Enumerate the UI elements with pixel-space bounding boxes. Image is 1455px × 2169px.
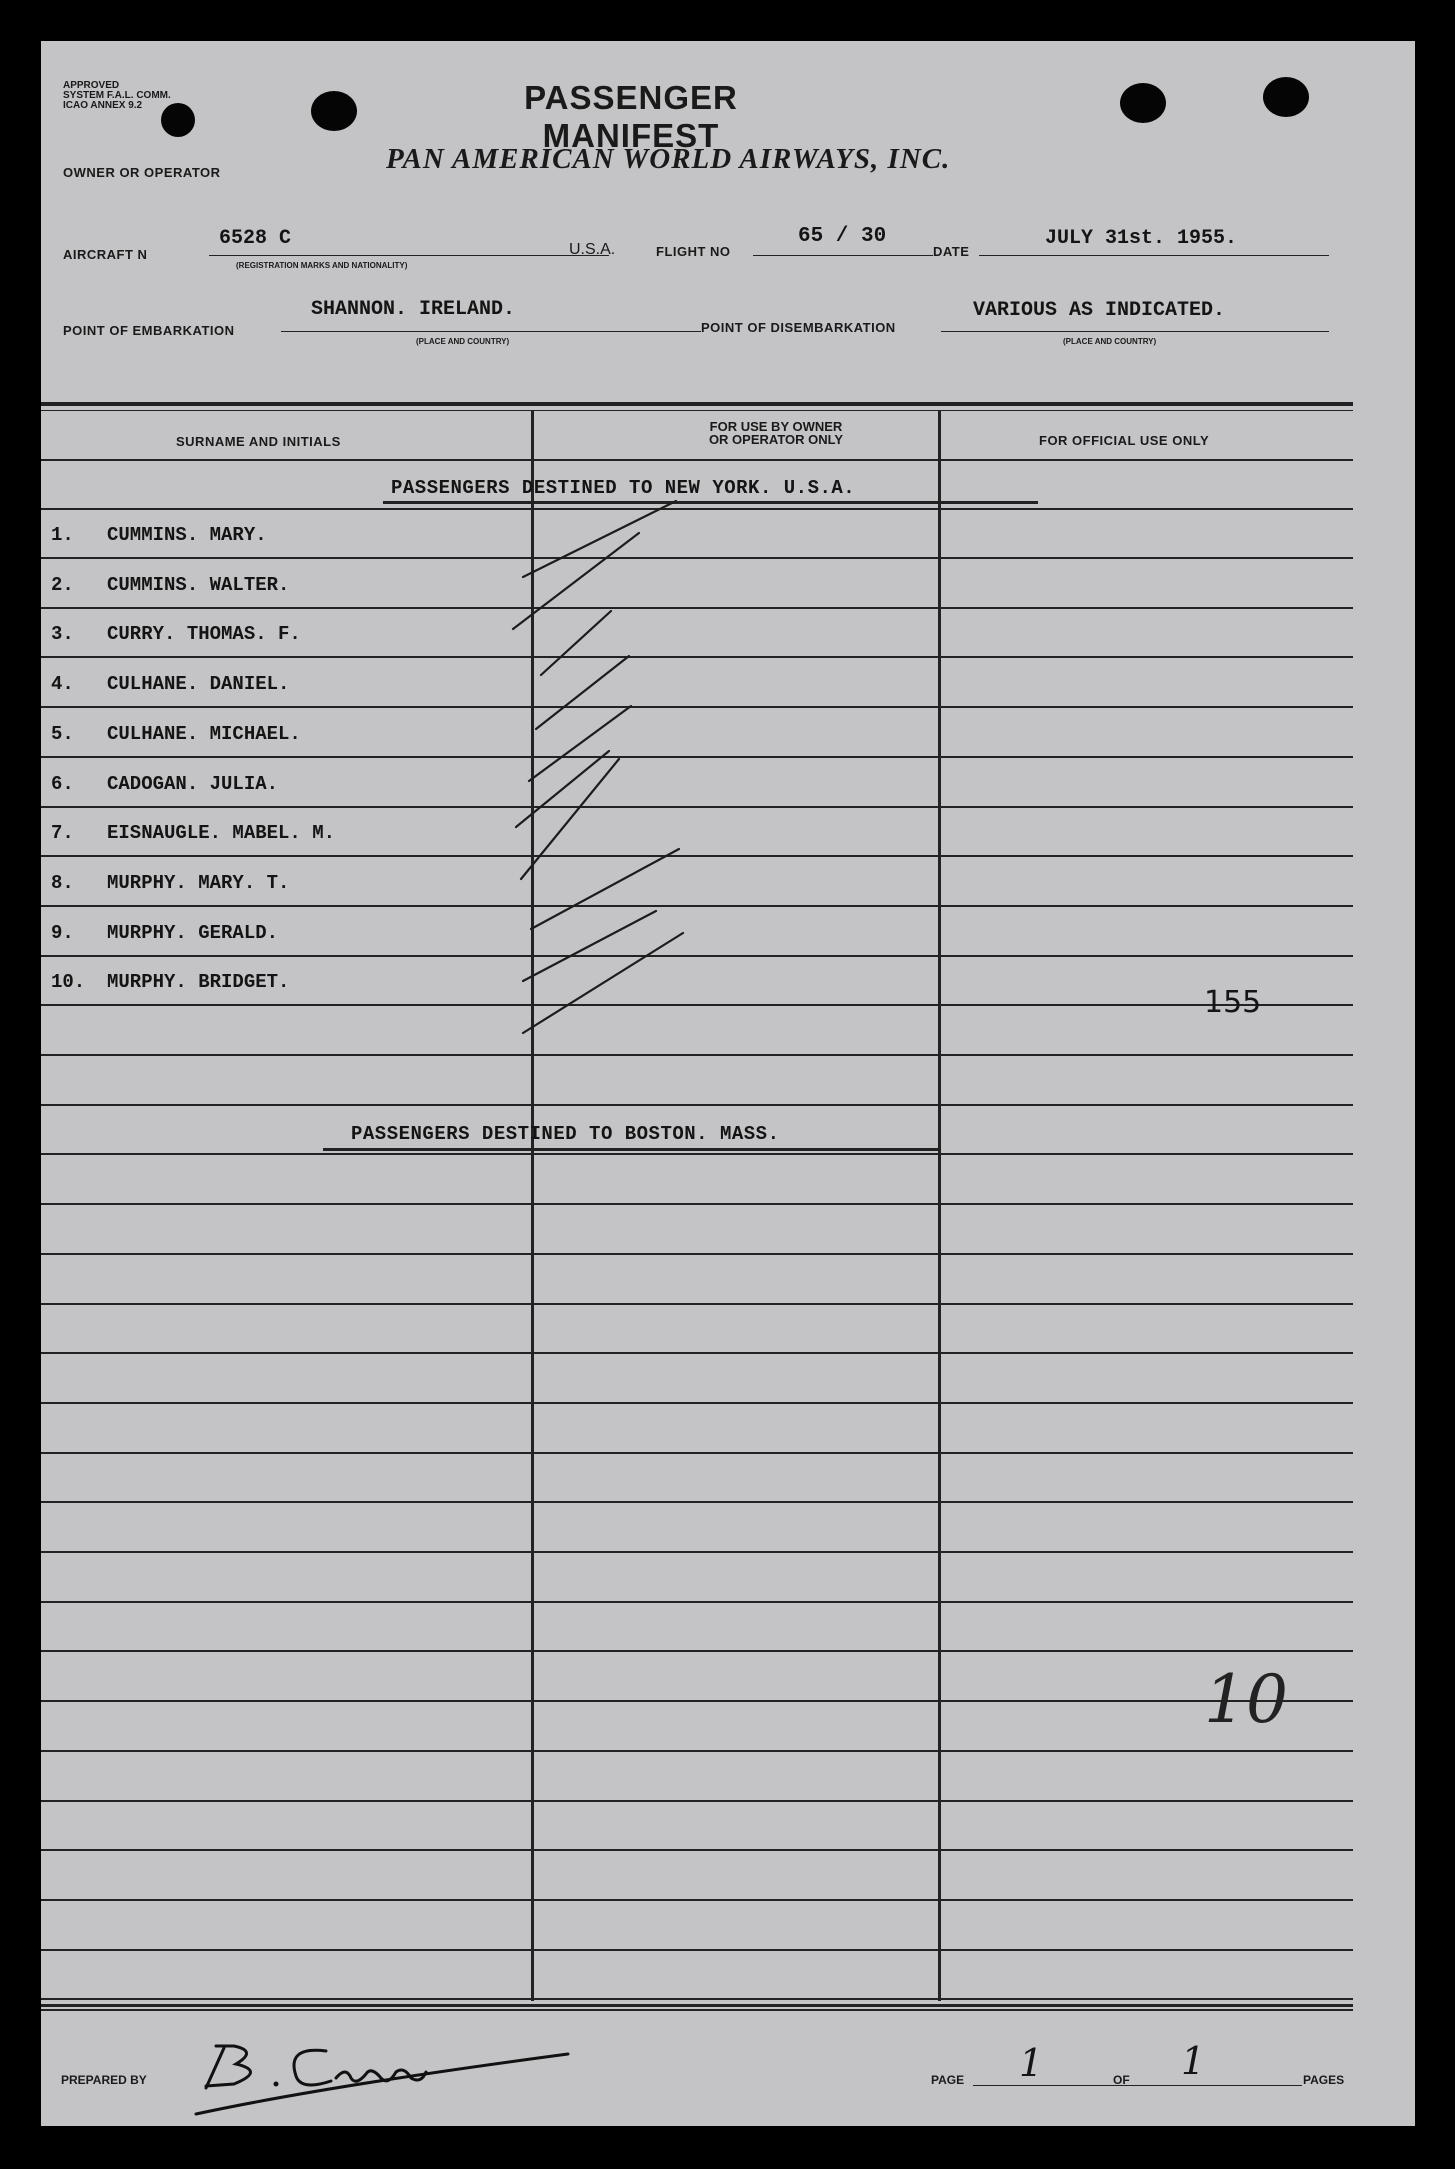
ruled-line xyxy=(41,1551,1353,1553)
passenger-number: 1. xyxy=(51,524,74,546)
prepared-by-label: PREPARED BY xyxy=(61,2073,147,2087)
passenger-row xyxy=(51,673,289,695)
passenger-name: EISNAUGLE. MABEL. M. xyxy=(107,822,336,845)
boston-section-heading: PASSENGERS DESTINED TO BOSTON. MASS. xyxy=(351,1123,780,1145)
ruled-line xyxy=(41,1998,1353,2000)
aircraft-label: AIRCRAFT N xyxy=(63,247,148,262)
flight-label: FLIGHT NO xyxy=(656,244,731,259)
passenger-name: CULHANE. MICHAEL. xyxy=(107,722,301,745)
passenger-name: CUMMINS. MARY. xyxy=(107,524,267,546)
passenger-name: MURPHY. MARY. T. xyxy=(107,871,290,894)
form-title: PASSENGER MANIFEST xyxy=(524,79,738,154)
pages-label: PAGES xyxy=(1303,2073,1345,2087)
passenger-row xyxy=(51,723,301,745)
tick-mark-icon xyxy=(523,933,683,1033)
ruled-line xyxy=(41,1899,1353,1901)
embarkation-label: POINT OF EMBARKATION xyxy=(63,323,235,338)
passenger-number: 4. xyxy=(51,673,74,696)
date-label: DATE xyxy=(933,244,970,259)
manifest-sheet xyxy=(41,41,1415,2126)
disembarkation-value: VARIOUS AS INDICATED. xyxy=(973,299,1226,322)
passenger-name: CUMMINS. WALTER. xyxy=(107,573,290,596)
ruled-line xyxy=(41,1601,1353,1603)
passenger-row xyxy=(51,872,289,894)
passenger-row xyxy=(51,574,289,596)
approval-line: APPROVED xyxy=(63,80,120,91)
passenger-name: CURRY. THOMAS. F. xyxy=(107,623,301,646)
tick-mark-icon xyxy=(531,849,679,929)
passenger-row xyxy=(51,971,289,993)
ruled-line xyxy=(41,1650,1353,1652)
ruled-line xyxy=(41,1104,1353,1106)
passenger-number: 2. xyxy=(51,573,74,596)
tick-mark-icon xyxy=(513,533,639,629)
ruled-line xyxy=(41,1949,1353,1951)
passenger-name: MURPHY. BRIDGET. xyxy=(107,971,290,994)
ny-section-heading: PASSENGERS DESTINED TO NEW YORK. U.S.A. xyxy=(391,477,856,499)
passenger-row xyxy=(51,773,278,795)
passenger-name: MURPHY. GERALD. xyxy=(107,921,279,944)
usa-label: U.S.A. xyxy=(569,241,616,258)
col-owner-header-line: FOR USE BY OWNER xyxy=(709,419,843,434)
passenger-number: 10. xyxy=(51,971,86,994)
owner-label: OWNER OR OPERATOR xyxy=(63,165,221,180)
passenger-number: 9. xyxy=(51,921,74,944)
of-value: 1 xyxy=(1181,2039,1206,2083)
airline-name: PAN AMERICAN WORLD AIRWAYS, INC. xyxy=(386,143,951,175)
ruled-line xyxy=(41,1303,1353,1305)
official-number: 155 xyxy=(1204,985,1262,1020)
col-surname-header: SURNAME AND INITIALS xyxy=(176,434,341,449)
passenger-number: 6. xyxy=(51,772,74,795)
ruled-line xyxy=(41,1849,1353,1851)
ruled-line xyxy=(41,1501,1353,1503)
tick-mark-icon xyxy=(529,706,631,781)
flight-value: 65 / 30 xyxy=(798,225,887,248)
approval-line: ICAO ANNEX 9.2 xyxy=(63,100,143,111)
date-value: JULY 31st. 1955. xyxy=(1045,227,1238,250)
passenger-number: 5. xyxy=(51,722,74,745)
ruled-line xyxy=(41,1153,1353,1155)
col-official-header: FOR OFFICIAL USE ONLY xyxy=(1039,433,1210,448)
tick-mark-icon xyxy=(541,611,611,675)
signature xyxy=(176,2026,596,2121)
passenger-name: CULHANE. DANIEL. xyxy=(107,673,290,696)
ruled-line xyxy=(41,1352,1353,1354)
passenger-row xyxy=(51,922,278,944)
approval-note xyxy=(63,81,171,111)
punch-hole xyxy=(1120,83,1166,123)
passenger-row xyxy=(51,822,335,844)
embarkation-sublabel: (PLACE AND COUNTRY) xyxy=(416,337,510,346)
passenger-row xyxy=(51,623,301,645)
ruled-line xyxy=(41,1750,1353,1752)
aircraft-sublabel: (REGISTRATION MARKS AND NATIONALITY) xyxy=(236,261,408,270)
passenger-number: 7. xyxy=(51,822,74,845)
passenger-row xyxy=(51,524,267,546)
ruled-line xyxy=(41,1203,1353,1205)
tick-marks xyxy=(461,451,721,1051)
punch-hole xyxy=(1263,77,1309,117)
page-label: PAGE xyxy=(931,2073,965,2087)
disembarkation-label: POINT OF DISEMBARKATION xyxy=(701,320,896,335)
count-mark: 10 xyxy=(1204,1661,1288,1738)
embarkation-value: SHANNON. IRELAND. xyxy=(311,298,516,321)
disembarkation-sublabel: (PLACE AND COUNTRY) xyxy=(1063,337,1157,346)
approval-line: SYSTEM F.A.L. COMM. xyxy=(63,90,171,101)
aircraft-value: 6528 C xyxy=(219,227,292,250)
ruled-line xyxy=(41,1054,1353,1056)
page-value: 1 xyxy=(1019,2041,1044,2085)
ruled-line xyxy=(41,1402,1353,1404)
ruled-line xyxy=(41,1253,1353,1255)
passenger-number: 3. xyxy=(51,623,74,646)
ruled-line xyxy=(41,1700,1353,1702)
punch-hole xyxy=(311,91,357,131)
ruled-line xyxy=(41,1800,1353,1802)
passenger-number: 8. xyxy=(51,871,74,894)
col-owner-header xyxy=(576,420,976,446)
tick-mark-icon xyxy=(523,501,676,577)
col-owner-header-line: OR OPERATOR ONLY xyxy=(708,432,844,447)
passenger-name: CADOGAN. JULIA. xyxy=(107,772,279,795)
of-label: OF xyxy=(1113,2073,1130,2087)
ruled-line xyxy=(41,1452,1353,1454)
